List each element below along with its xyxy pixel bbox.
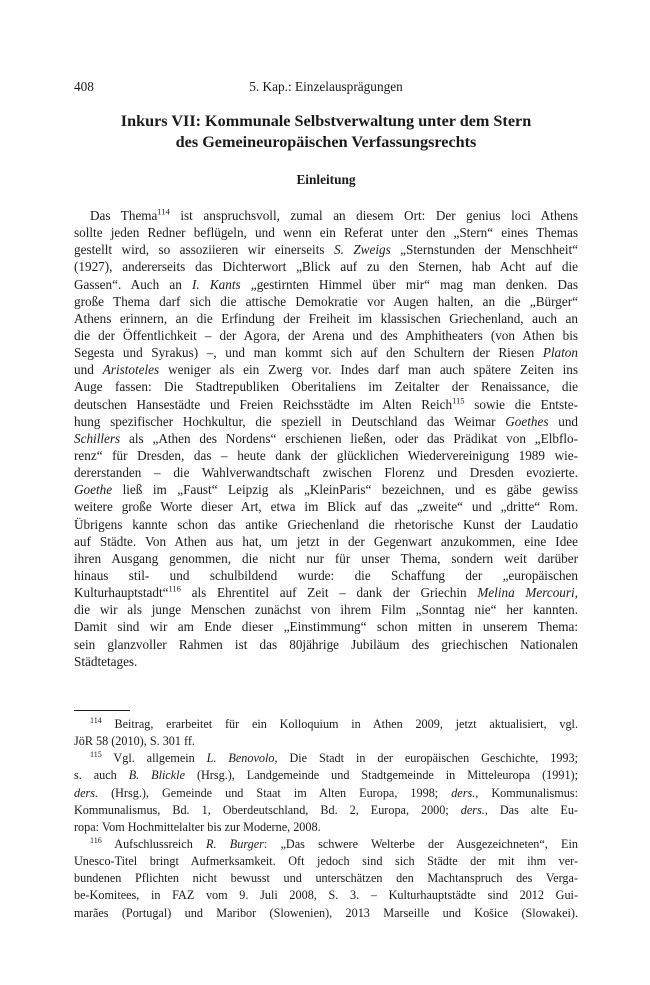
body-text-line: die wir als junge Menschen zunächst von ihrem Film „Sonntag nie“ her kannten. — [74, 602, 578, 618]
body-text-line: auf Städte. Von Athen aus hat, um jetzt in der Gegenwart anzukommen, eine Idee — [74, 533, 578, 549]
footnote-line: ropa: Vom Hochmittelalter bis zur Moderne, 2008. — [74, 819, 321, 834]
body-text-line: Goethe ließ im „Faust“ Leipzig als „KleinParis“ bezeichnen, und es gäbe gewiss — [74, 482, 578, 498]
body-text-line: große Thema darf sich die attische Demokratie vor Augen halten, an die „Bürger“ — [74, 293, 578, 309]
footnote-line: marães (Portugal) und Maribor (Slowenien), 2013 Marseille und Košice (Slowakei). — [74, 905, 578, 920]
footnote-line: ders. (Hrsg.), Gemeinde und Staat im Alten Europa, 1998; ders., Kommunalismus: — [74, 785, 578, 800]
footnote-line: $^{114}$ Beitrag, erarbeitet für ein Kolloquium in Athen 2009, jetzt aktualisiert, vgl. — [90, 716, 578, 731]
body-text-line: Damit sind wir am Ende dieser „Einstimmung“ schon mitten in unserem Thema: — [74, 619, 578, 635]
body-text-line: Auge fassen: Die Stadtrepubliken Oberitaliens im Zeitalter der Renaissance, die — [74, 379, 578, 395]
body-text-line: Städtetages. — [74, 653, 138, 669]
footnote-line: $^{116}$ Aufschlussreich R. Burger: „Das schwere Welterbe der Ausgezeichneten“, Ein — [90, 835, 578, 851]
footnote-line: JöR 58 (2010), S. 301 ff. — [74, 734, 195, 749]
page-header — [74, 79, 578, 95]
body-text — [74, 207, 578, 670]
body-text-line: hinaus stil- und schulbildend wurde: die Schaffung der „europäischen — [74, 567, 578, 583]
footnote-line: s. auch B. Blickle (Hrsg.), Landgemeinde und Stadtgemeinde in Mitteleuropa (1991); — [74, 768, 578, 783]
body-text-line: sollte jeden Redner beflügeln, und wenn ein Referat unter den „Stern“ eines Themas — [74, 225, 578, 241]
body-text-line: sein glanzvoller Rahmen ist das 80jährige Jubiläum des griechischen Nationalen — [74, 636, 578, 652]
footnote-line: bundenen Pflichten nicht bewusst und unterschätzen den Machtanspruch des Verga- — [74, 871, 578, 886]
body-text-line: Übrigens kannte schon das antike Griechenland die rhetorische Kunst der Laudatio — [74, 516, 578, 532]
body-text-line: Gassen“. Auch an I. Kants „gestirnten Himmel über mir“ mag man denken. Das — [74, 276, 578, 292]
body-text-line: ihren Ausgang genommen, die nicht nur für unser Thema, sondern weit darüber — [74, 550, 578, 566]
chapter-title-line-1: Inkurs VII: Kommunale Selbstverwaltung unter dem Stern — [120, 112, 532, 130]
body-text-line: Kulturhauptstadt“$^{116}$ als Ehrentitel auf Zeit – dank der Griechin Melina Mercouri, — [74, 584, 578, 601]
section-heading: Einleitung — [296, 172, 356, 187]
chapter-title — [74, 111, 578, 152]
body-text-line: dererstanden – die Wahlverwandtschaft zwischen Florenz und Dresden evozierte. — [74, 465, 578, 481]
body-text-line: die der Öffentlichkeit – der Agora, der Arena und des Amphitheaters (von Athen bis — [74, 327, 578, 343]
body-text-line: hung spezifischer Hochkultur, die speziell in Deutschland das Weimar Goethes und — [74, 413, 578, 429]
footnotes — [74, 716, 578, 922]
body-text-line: deutschen Hansestädte und Freien Reichsstädte im Alten Reich$^{115}$ sowie die Entste- — [74, 395, 578, 412]
footnote-line: be-Komitees, in FAZ vom 9. Juli 2008, S. 3. – Kulturhauptstädte sind 2012 Gui- — [74, 888, 578, 903]
body-text-line: Schillers als „Athen des Nordens“ erschienen ließen, oder das Prädikat von „Elbflo- — [74, 430, 578, 446]
body-text-line: weitere große Worte dieser Art, etwa im Blick auf das „zweite“ und „dritte“ Rom. — [74, 499, 578, 515]
body-text-line: (1927), andererseits das Dichterwort „Blick auf zu den Sternen, hab Acht auf die — [74, 259, 578, 275]
body-text-line: und Aristoteles weniger als ein Zwerg vor. Indes darf man auch spätere Zeiten ins — [74, 362, 578, 378]
page-number: 408 — [74, 79, 94, 94]
body-text-line: Das Thema$^{114}$ ist anspruchsvoll, zumal an diesem Ort: Der genius loci Athens — [90, 207, 578, 223]
running-title: 5. Kap.: Einzelausprägungen — [249, 79, 403, 94]
body-text-line: renz“ für Dresden, das – heute dank der glücklichen Wiedervereinigung 1989 wie- — [74, 447, 578, 463]
footnote-line: Unesco-Titel bringt Aufmerksamkeit. Oft jedoch sind sich Städte der mit ihm ver- — [74, 854, 578, 869]
footnote-line: $^{115}$ Vgl. allgemein L. Benovolo, Die Stadt in der europäischen Geschichte, 1993; — [90, 750, 578, 766]
body-text-line: Athens erinnern, an die Erfindung der Freiheit im klassischen Griechenland, auch an — [74, 310, 578, 326]
footnote-separator — [74, 710, 130, 711]
body-text-line: Segesta und Syrakus) –, und man kommt sich auf den Schultern der Riesen Platon — [74, 345, 578, 361]
chapter-title-line-2: des Gemeineuropäischen Verfassungsrechts — [175, 132, 477, 151]
footnote-line: Kommunalismus, Bd. 1, Oberdeutschland, Bd. 2, Europa, 2000; ders., Das alte Eu- — [74, 802, 578, 817]
body-text-line: gestellt wird, so assoziieren wir einerseits S. Zweigs „Sternstunden der Menschheit“ — [74, 242, 578, 258]
